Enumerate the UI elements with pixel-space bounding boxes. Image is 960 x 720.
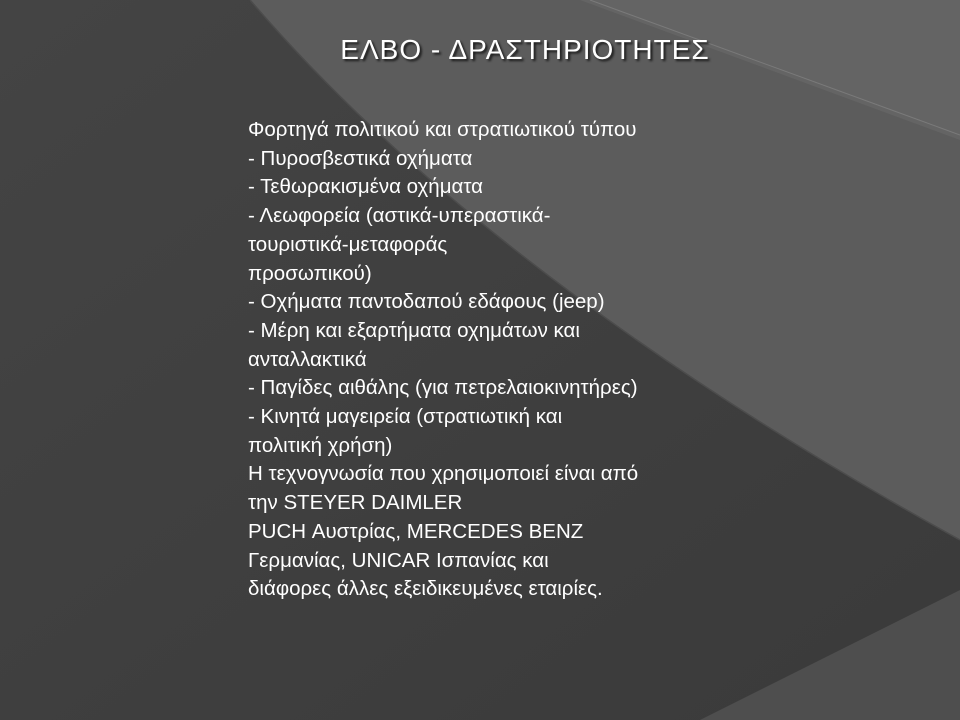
body-line: προσωπικού) [248, 261, 372, 285]
body-line: - Μέρη και εξαρτήματα οχημάτων και [248, 318, 580, 342]
body-line: - Οχήματα παντοδαπού εδάφους (jeep) [248, 290, 605, 314]
slide-body-text [248, 116, 788, 604]
body-line: Φορτηγά πολιτικού και στρατιωτικού τύπου [248, 118, 637, 141]
body-line: Γερμανίας, UNICAR Ισπανίας και [248, 548, 549, 572]
body-line: τουριστικά-μεταφοράς [248, 232, 448, 256]
body-line: ανταλλακτικά [248, 347, 367, 371]
body-line: - Παγίδες αιθάλης (για πετρελαιοκινητήρες) [248, 376, 638, 400]
body-line: διάφορες άλλες εξειδικευμένες εταιρίες. [248, 577, 603, 601]
body-line: πολιτική χρήση) [248, 433, 393, 457]
slide-title: ΕΛΒΟ - ΔΡΑΣΤΗΡΙΟΤΗΤΕΣ [340, 34, 710, 65]
body-line: - Τεθωρακισμένα οχήματα [248, 175, 484, 199]
body-line: - Λεωφορεία (αστικά-υπεραστικά- [248, 204, 551, 228]
body-line: PUCH Αυστρίας, MERCEDES BENZ [248, 519, 584, 543]
body-line: την STEYER DAIMLER [248, 491, 463, 515]
body-line: - Πυροσβεστικά οχήματα [248, 146, 473, 170]
body-line: - Κινητά μαγειρεία (στρατιωτική και [248, 405, 563, 429]
body-line: Η τεχνογνωσία που χρησιμοποιεί είναι από [248, 462, 639, 486]
